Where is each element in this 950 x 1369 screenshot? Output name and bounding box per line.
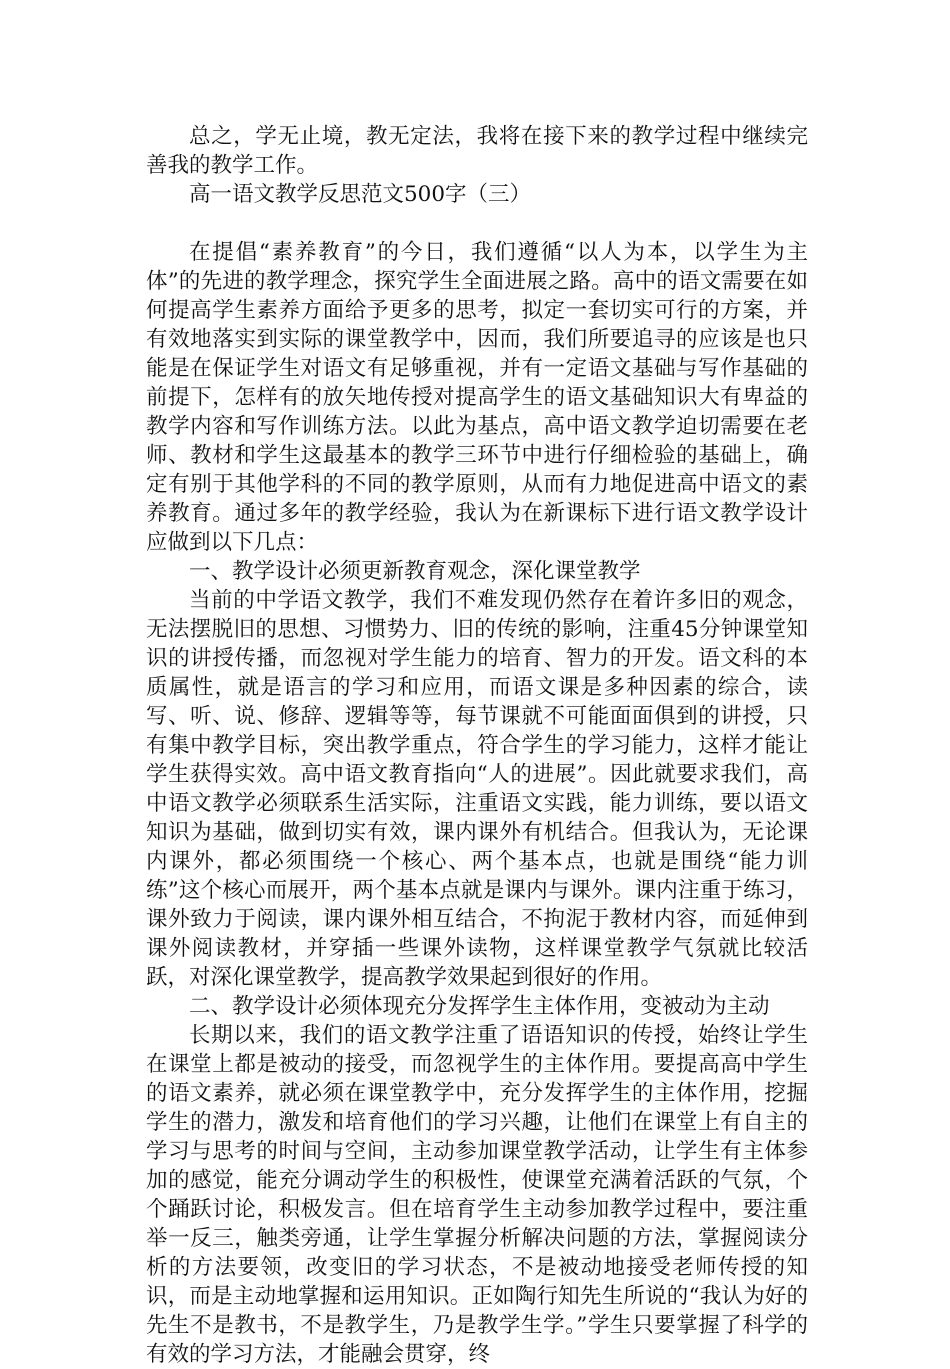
- paragraph-two: 长期以来，我们的语文教学注重了语语知识的传授，始终让学生在课堂上都是被动的接受，而忽视学生的主体作用。要提高高中学生的语文素养，就必须在课堂教学中，充分发挥学生的主体作用，挖掘学生的潜力，激发和培育他们的学习兴趣，让他们在课堂上有自主的学习与思考的时间与空间，主动参加课堂教学活动，让学生有主体参加的感觉，能充分调动学生的积极性，使课堂充满着活跃的气氛，个个踊跃讨论，积极发言。但在培育学生主动参加教学过程中，要注重举一反三，触类旁通，让学生掌握分析解决问题的方法，掌握阅读分析的方法要领，改变旧的学习状态，不是被动地接受老师传授的知识，而是主动地掌握和运用知识。正如陶行知先生所说的“我认为好的先生不是教书，不是教学生，乃是教学生学。”学生只要掌握了科学的有效的学习方法，才能融会贯穿，终: [146, 1023, 808, 1367]
- subheading-one: 一、教学设计必须更新教育观念，深化课堂教学: [189, 559, 641, 584]
- paragraph-intro: 在提倡“素养教育”的今日，我们遵循“以人为本，以学生为主体”的先进的教学理念，探究学生全面进展之路。高中的语文需要在如何提高学生素养方面给予更多的思考，拟定一套切实可行的方案，并有效地落实到实际的课堂教学中，因而，我们所要追寻的应该是也只能是在保证学生对语文有足够重视，并有一定语文基础与写作基础的前提下，怎样有的放矢地传授对提高学生的语文基础知识大有卑益的教学内容和写作训练方法。以此为基点，高中语文教学迫切需要在老师、教材和学生这最基本的教学三环节中进行仔细检验的基础上，确定有别于其他学科的不同的教学原则，从而有力地促进高中语文的素养教育。通过多年的教学经验，我认为在新课标下进行语文教学设计应做到以下几点：: [146, 240, 808, 555]
- subheading-two: 二、教学设计必须体现充分发挥学生主体作用，变被动为主动: [189, 994, 770, 1019]
- section-title: 高一语文教学反思范文500字（三）: [189, 182, 532, 207]
- paragraph-conclusion: 总之，学无止境，教无定法，我将在接下来的教学过程中继续完善我的教学工作。: [146, 124, 808, 178]
- document-page: [146, 122, 808, 1369]
- blank-line: [146, 209, 808, 238]
- paragraph-one: 当前的中学语文教学，我们不难发现仍然存在着许多旧的观念，无法摆脱旧的思想、习惯势力、旧的传统的影响，注重45分钟课堂知识的讲授传播，而忽视对学生能力的培育、智力的开发。语文科的本质属性，就是语言的学习和应用，而语文课是多种因素的综合，读写、听、说、修辞、逻辑等等，每节课就不可能面面俱到的讲授，只有集中教学目标，突出教学重点，符合学生的学习能力，这样才能让学生获得实效。高中语文教育指向“人的进展”。因此就要求我们，高中语文教学必须联系生活实际，注重语文实践，能力训练，要以语文知识为基础，做到切实有效，课内课外有机结合。但我认为，无论课内课外，都必须围绕一个核心、两个基本点，也就是围绕“能力训练”这个核心而展开，两个基本点就是课内与课外。课内注重于练习，课外致力于阅读，课内课外相互结合，不拘泥于教材内容，而延伸到课外阅读教材，并穿插一些课外读物，这样课堂教学气氛就比较活跃，对深化课堂教学，提高教学效果起到很好的作用。: [146, 588, 808, 990]
